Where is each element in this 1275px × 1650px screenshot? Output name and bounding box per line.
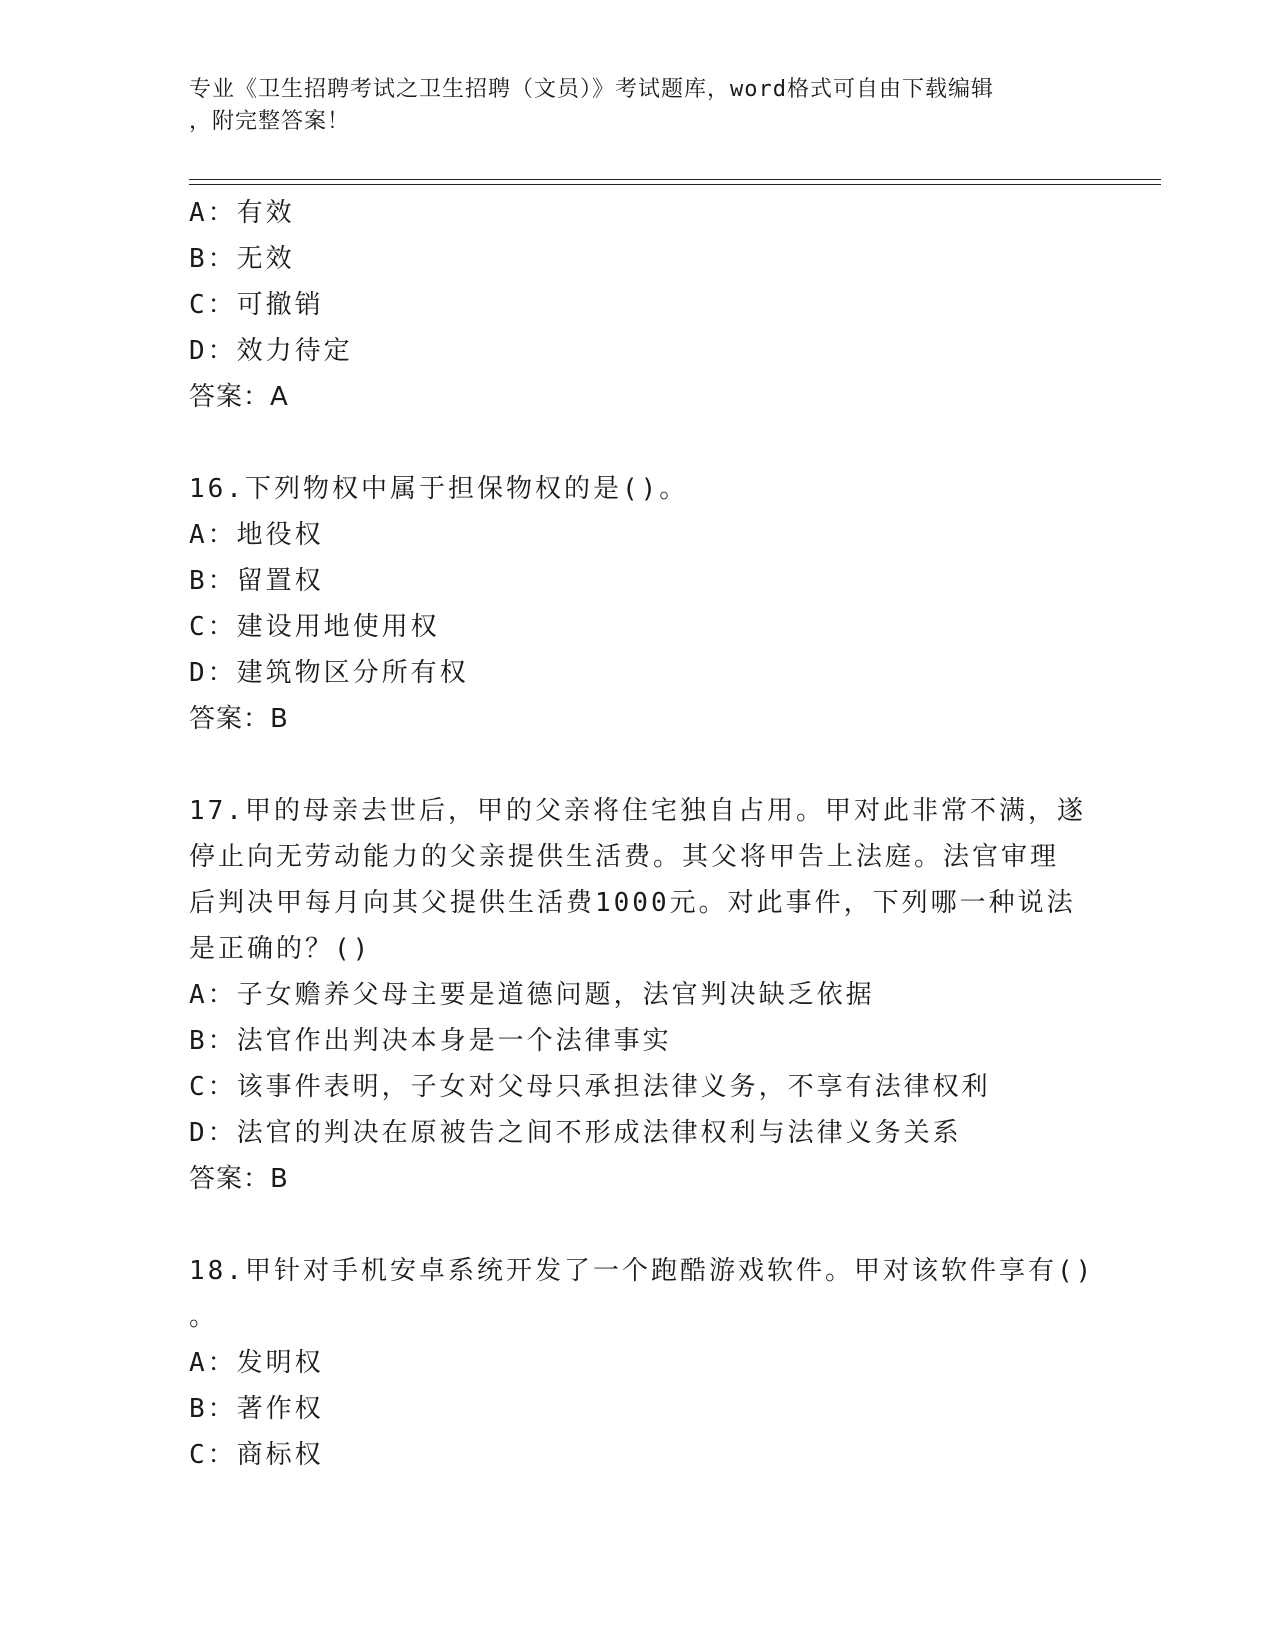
option-a: A：子女赡养父母主要是道德问题，法官判决缺乏依据 bbox=[189, 980, 875, 1010]
answer-line: 答案：B bbox=[189, 704, 289, 734]
question-15 bbox=[189, 190, 1089, 420]
question-16 bbox=[189, 466, 1089, 742]
option-d: D：法官的判决在原被告之间不形成法律权利与法律义务关系 bbox=[189, 1118, 962, 1148]
question-content bbox=[189, 190, 1095, 1478]
option-c: C：该事件表明，子女对父母只承担法律义务，不享有法律权利 bbox=[189, 1072, 991, 1102]
option-d: D：效力待定 bbox=[189, 336, 353, 366]
spacer bbox=[189, 420, 1089, 466]
option-c: C：建设用地使用权 bbox=[189, 612, 440, 642]
option-b: B：法官作出判决本身是一个法律事实 bbox=[189, 1026, 672, 1056]
question-stem-line-4: 是正确的？() bbox=[189, 934, 372, 964]
spacer bbox=[189, 1202, 1089, 1248]
answer-line: 答案：B bbox=[189, 1164, 289, 1194]
option-b: B：著作权 bbox=[189, 1394, 324, 1424]
option-d: D：建筑物区分所有权 bbox=[189, 658, 469, 688]
option-a: A：地役权 bbox=[189, 520, 324, 550]
question-stem-line-3: 后判决甲每月向其父提供生活费1000元。对此事件，下列哪一种说法 bbox=[189, 888, 1076, 918]
option-a: A：发明权 bbox=[189, 1348, 324, 1378]
document-header bbox=[189, 74, 1089, 138]
option-a: A：有效 bbox=[189, 198, 295, 228]
question-stem: 16.下列物权中属于担保物权的是()。 bbox=[189, 474, 689, 504]
question-stem-line-1: 18.甲针对手机安卓系统开发了一个跑酷游戏软件。甲对该软件享有() bbox=[189, 1256, 1095, 1286]
question-stem-line-2: 停止向无劳动能力的父亲提供生活费。其父将甲告上法庭。法官审理 bbox=[189, 842, 1060, 872]
question-18 bbox=[189, 1248, 1095, 1478]
option-c: C：商标权 bbox=[189, 1440, 324, 1470]
question-stem-line-2: 。 bbox=[189, 1302, 219, 1332]
question-stem-line-1: 17.甲的母亲去世后，甲的父亲将住宅独自占用。甲对此非常不满，遂 bbox=[189, 796, 1086, 826]
spacer bbox=[189, 742, 1089, 788]
option-c: C：可撤销 bbox=[189, 290, 324, 320]
option-b: B：留置权 bbox=[189, 566, 324, 596]
answer-line: 答案：A bbox=[189, 382, 289, 412]
header-divider-bottom bbox=[189, 184, 1161, 185]
header-divider-top bbox=[189, 179, 1161, 180]
header-title-line-1: 专业《卫生招聘考试之卫生招聘（文员）》考试题库，word格式可自由下载编辑 bbox=[189, 77, 994, 102]
option-b: B：无效 bbox=[189, 244, 295, 274]
question-17 bbox=[189, 788, 1089, 1202]
header-title-line-2: ，附完整答案！ bbox=[189, 109, 351, 134]
